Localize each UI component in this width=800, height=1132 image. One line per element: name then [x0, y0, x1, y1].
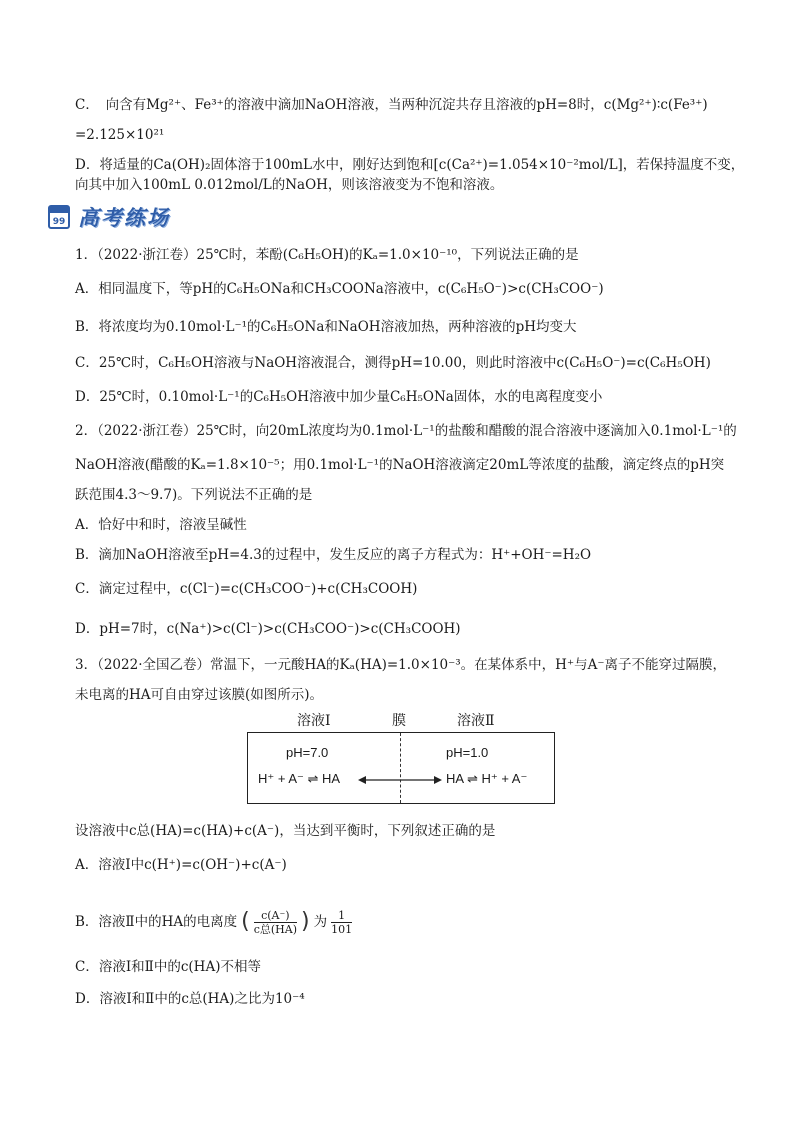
q2-option-c: C．滴定过程中，c(Cl⁻)=c(CH₃COO⁻)+c(CH₃COOH): [75, 581, 418, 597]
membrane-diagram-labels: [297, 710, 527, 730]
label-solution-1: 溶液Ⅰ: [297, 713, 331, 729]
q2-stem-line3: 跃范围4.3～9.7)。下列说法不正确的是: [75, 487, 313, 503]
q3-option-b: [75, 900, 740, 944]
q2-option-a: A．恰好中和时，溶液呈碱性: [75, 517, 247, 533]
ionization-value: $\frac{1}{101}$: [331, 908, 353, 936]
label-solution-2: 溶液Ⅱ: [457, 713, 495, 729]
membrane-divider: [400, 733, 401, 803]
ph-solution-2: pH=1.0: [446, 745, 489, 760]
prev-option-d-line1: D．将适量的Ca(OH)₂固体溶于100mL水中，刚好达到饱和[c(Ca²⁺)=1.054×10⁻²mol/L]，若保持温度不变，: [75, 157, 745, 173]
q1-option-d: D．25℃时，0.10mol·L⁻¹的C₆H₅OH溶液中加少量C₆H₅ONa固体，水的电离程度变小: [75, 389, 603, 405]
prev-option-d-line2: 向其中加入100mL 0.012mol/L的NaOH，则该溶液变为不饱和溶液。: [75, 177, 504, 193]
paren-right-icon: ): [301, 909, 310, 934]
membrane-diagram: [247, 732, 555, 804]
q1-option-a: A．相同温度下，等pH的C₆H₅ONa和CH₃COONa溶液中，c(C₆H₅O⁻)>c(CH₃COO⁻): [75, 281, 604, 297]
q1-option-c: C．25℃时，C₆H₅OH溶液与NaOH溶液混合，测得pH=10.00，则此时溶液中c(C₆H₅O⁻)=c(C₆H₅OH): [75, 355, 711, 371]
q3-option-b-prefix: B．溶液Ⅱ中的HA的电离度: [75, 914, 238, 930]
q3-option-d: D．溶液Ⅰ和Ⅱ中的c总(HA)之比为10⁻⁴: [75, 991, 305, 1007]
prev-option-c-line1: C． 向含有Mg²⁺、Fe³⁺的溶液中滴加NaOH溶液，当两种沉淀共存且溶液的pH=8时，c(Mg²⁺)∶c(Fe³⁺): [75, 97, 708, 113]
double-arrow-icon: [358, 775, 442, 785]
q2-option-d: D．pH=7时，c(Na⁺)>c(Cl⁻)>c(CH₃COO⁻)>c(CH₃COOH): [75, 621, 461, 637]
calendar-icon: 99: [48, 205, 70, 229]
q1-option-b: B．将浓度均为0.10mol·L⁻¹的C₆H₅ONa和NaOH溶液加热，两种溶液的pH均变大: [75, 319, 577, 335]
q3-option-b-mid: 为: [313, 914, 328, 930]
q2-stem-line1: 2．（2022·浙江卷）25℃时，向20mL浓度均为0.1mol·L⁻¹的盐酸和醋酸的混合溶液中逐滴加入0.1mol·L⁻¹的: [75, 423, 737, 439]
equilibrium-solution-2: HA ⇌ H⁺ + A⁻: [446, 771, 528, 786]
ph-solution-1: pH=7.0: [286, 745, 329, 760]
ionization-fraction: $\frac{c(A^-)}{\text{c总(HA)}}$: [253, 908, 297, 936]
q3-option-a: A．溶液Ⅰ中c(H⁺)=c(OH⁻)+c(A⁻): [75, 857, 287, 873]
label-membrane: 膜: [392, 713, 406, 729]
q1-stem: 1．（2022·浙江卷）25℃时，苯酚(C₆H₅OH)的Kₐ=1.0×10⁻¹⁰，下列说法正确的是: [75, 247, 579, 263]
q3-stem-line2: 未电离的HA可自由穿过该膜(如图所示)。: [75, 687, 324, 703]
equilibrium-solution-1: H⁺ + A⁻ ⇌ HA: [258, 771, 341, 786]
section-title: 高考练场: [78, 206, 170, 230]
paren-left-icon: (: [241, 909, 250, 934]
q2-option-b: B．滴加NaOH溶液至pH=4.3的过程中，发生反应的离子方程式为：H⁺+OH⁻=H₂O: [75, 547, 592, 563]
q3-stem-line1: 3．（2022·全国乙卷）常温下，一元酸HA的Kₐ(HA)=1.0×10⁻³。在某体系中，H⁺与A⁻离子不能穿过隔膜，: [75, 657, 726, 673]
q3-option-c: C．溶液Ⅰ和Ⅱ中的c(HA)不相等: [75, 959, 261, 975]
prev-option-c-line2: =2.125×10²¹: [75, 127, 165, 143]
q2-stem-line2: NaOH溶液(醋酸的Kₐ=1.8×10⁻⁵；用0.1mol·L⁻¹的NaOH溶液滴定20mL等浓度的盐酸，滴定终点的pH突: [75, 457, 725, 473]
section-banner: [48, 200, 170, 234]
q3-setup: 设溶液中c总(HA)=c(HA)+c(A⁻)，当达到平衡时，下列叙述正确的是: [75, 823, 496, 839]
